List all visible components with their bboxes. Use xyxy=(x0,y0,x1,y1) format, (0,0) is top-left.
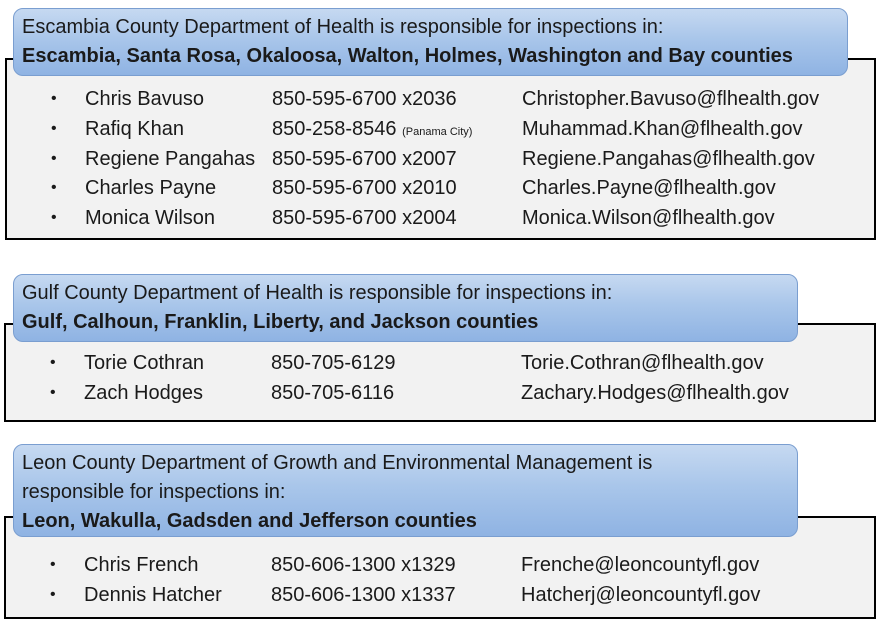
location-note: (Panama City) xyxy=(402,126,473,138)
contact-row xyxy=(6,550,874,580)
contact-email[interactable]: Regiene.Pangahas@flhealth.gov xyxy=(522,148,815,170)
contact-phone: 850-595-6700 x2010 xyxy=(272,177,457,199)
counties-list: Gulf, Calhoun, Franklin, Liberty, and Jackson counties xyxy=(22,311,539,333)
contact-row xyxy=(6,378,874,408)
bullet: • xyxy=(51,179,57,196)
contact-row xyxy=(7,203,874,233)
contact-name: Regiene Pangahas xyxy=(85,148,256,170)
contact-row xyxy=(7,114,874,144)
contact-phone: 850-606-1300 x1329 xyxy=(271,554,456,576)
contact-name: Dennis Hatcher xyxy=(84,584,222,606)
contact-name: Chris French xyxy=(84,554,199,576)
contact-phone: 850-595-6700 x2036 xyxy=(272,88,457,110)
contact-name: Zach Hodges xyxy=(84,382,203,404)
counties-list: Leon, Wakulla, Gadsden and Jefferson counties xyxy=(22,510,477,532)
contact-name: Torie Cothran xyxy=(84,352,205,374)
escambia-header xyxy=(13,8,848,76)
contact-email[interactable]: Muhammad.Khan@flhealth.gov xyxy=(522,118,803,140)
contact-phone: 850-595-6700 x2004 xyxy=(272,207,457,229)
contact-row xyxy=(7,84,874,114)
contact-email[interactable]: Charles.Payne@flhealth.gov xyxy=(522,177,776,199)
contact-name: Monica Wilson xyxy=(85,207,216,229)
bullet: • xyxy=(51,209,57,226)
contact-email[interactable]: Zachary.Hodges@flhealth.gov xyxy=(521,382,789,404)
bullet: • xyxy=(51,90,57,107)
gulf-header xyxy=(13,274,798,342)
contact-name: Rafiq Khan xyxy=(85,118,184,140)
contact-email[interactable]: Frenche@leoncountyfl.gov xyxy=(521,554,760,576)
escambia-contacts-box xyxy=(5,58,876,240)
contact-row xyxy=(6,348,874,378)
contact-email[interactable]: Torie.Cothran@flhealth.gov xyxy=(521,352,764,374)
bullet: • xyxy=(51,150,57,167)
contact-phone: 850-258-8546 (Panama City) xyxy=(272,118,473,140)
header-text: Leon County Department of Growth and Environmental Management is xyxy=(22,452,653,474)
header-text: Gulf County Department of Health is responsible for inspections in: xyxy=(22,282,613,304)
contact-phone: 850-595-6700 x2007 xyxy=(272,148,457,170)
contact-email[interactable]: Hatcherj@leoncountyfl.gov xyxy=(521,584,761,606)
leon-header xyxy=(13,444,798,537)
contact-row xyxy=(7,173,874,203)
contact-phone: 850-705-6129 xyxy=(271,352,396,374)
header-text: responsible for inspections in: xyxy=(22,481,286,503)
header-text: Escambia County Department of Health is responsible for inspections in: xyxy=(22,16,664,38)
bullet: • xyxy=(51,120,57,137)
contact-email[interactable]: Christopher.Bavuso@flhealth.gov xyxy=(522,88,820,110)
bullet: • xyxy=(50,556,56,573)
contact-email[interactable]: Monica.Wilson@flhealth.gov xyxy=(522,207,775,229)
contact-phone: 850-606-1300 x1337 xyxy=(271,584,456,606)
contact-row xyxy=(7,144,874,174)
bullet: • xyxy=(50,354,56,371)
bullet: • xyxy=(50,586,56,603)
bullet: • xyxy=(50,384,56,401)
contact-name: Charles Payne xyxy=(85,177,217,199)
contact-phone: 850-705-6116 xyxy=(271,382,395,404)
contact-name: Chris Bavuso xyxy=(85,88,204,110)
contact-row xyxy=(6,580,874,610)
counties-list: Escambia, Santa Rosa, Okaloosa, Walton, Holmes, Washington and Bay counties xyxy=(22,45,793,67)
